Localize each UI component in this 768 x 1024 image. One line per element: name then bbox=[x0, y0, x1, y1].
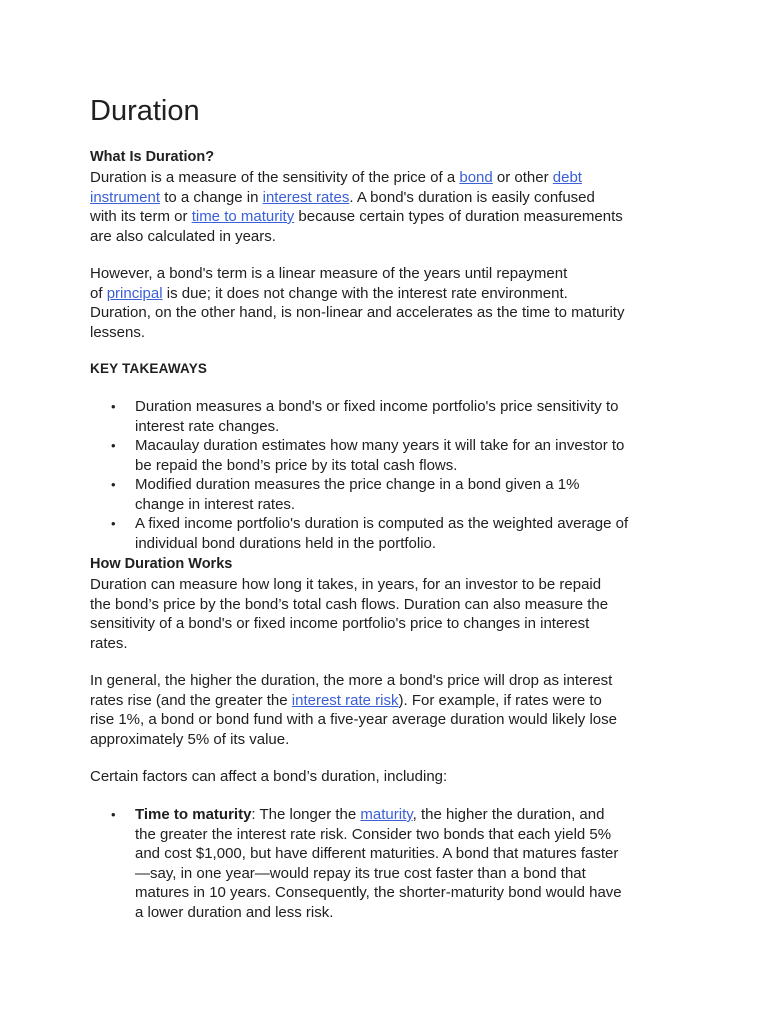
link-bond[interactable]: bond bbox=[459, 169, 493, 186]
link-debt-instrument-part1[interactable]: debt bbox=[552, 169, 582, 186]
link-time-to-maturity[interactable]: time to maturity bbox=[191, 208, 295, 225]
text-run: . A bond's duration is easily confused bbox=[349, 188, 595, 206]
text-line: —say, in one year—would repay its true cost faster than a bond that bbox=[135, 864, 586, 882]
text-line: the bond’s price by the bond’s total cash flows. Duration can also measure the bbox=[90, 595, 609, 613]
text-line: individual bond durations held in the portfolio. bbox=[135, 534, 437, 552]
paragraph-higher-duration bbox=[90, 671, 690, 749]
text-line: are also calculated in years. bbox=[90, 227, 276, 245]
text-line: • Macaulay duration estimates how many years it will take for an investor to bbox=[135, 437, 625, 454]
section-heading-how-works: How Duration Works bbox=[90, 556, 233, 572]
text-line: • Modified duration measures the price change in a bond given a 1% bbox=[135, 476, 580, 493]
key-takeaways-heading: KEY TAKEAWAYS bbox=[90, 361, 208, 376]
key-takeaways-list bbox=[90, 397, 690, 553]
text-line: the greater the interest rate risk. Consider two bonds that each yield 5% bbox=[135, 825, 612, 843]
text-line bbox=[90, 168, 690, 188]
paragraph-definition bbox=[90, 168, 690, 246]
paragraph-term-vs-duration bbox=[90, 264, 690, 342]
text-line: change in interest rates. bbox=[135, 495, 296, 513]
text-run: rates rise (and the greater the bbox=[90, 691, 292, 709]
section-heading-what-is: What Is Duration? bbox=[90, 149, 215, 165]
text-line bbox=[90, 284, 690, 304]
list-item bbox=[90, 436, 690, 475]
list-item bbox=[90, 475, 690, 514]
text-line: rates. bbox=[90, 634, 128, 652]
text-line bbox=[135, 805, 690, 825]
text-line: • Duration measures a bond's or fixed income portfolio's price sensitivity to bbox=[135, 398, 619, 415]
text-line: be repaid the bond’s price by its total cash flows. bbox=[135, 456, 458, 474]
text-line bbox=[90, 188, 690, 208]
text-line: lessens. bbox=[90, 323, 146, 341]
text-run: with its term or bbox=[90, 208, 192, 225]
link-interest-rate-risk[interactable]: interest rate risk bbox=[291, 691, 399, 709]
text-run: : The longer the bbox=[251, 806, 361, 823]
text-line: Duration, on the other hand, is non-linear and accelerates as the time to maturity bbox=[90, 304, 625, 321]
page-title: Duration bbox=[90, 95, 200, 127]
text-line: approximately 5% of its value. bbox=[90, 730, 290, 748]
text-run: , the higher the duration, and bbox=[412, 806, 605, 823]
text-line: and cost $1,000, but have different maturities. A bond that matures faster bbox=[135, 845, 619, 862]
text-line: In general, the higher the duration, the more a bond's price will drop as interest bbox=[90, 672, 613, 689]
paragraph-how-works bbox=[90, 575, 690, 653]
factor-term: Time to maturity bbox=[135, 806, 252, 823]
text-line: a lower duration and less risk. bbox=[135, 903, 334, 921]
text-run: because certain types of duration measurements bbox=[294, 208, 623, 225]
list-item-time-to-maturity bbox=[90, 805, 690, 922]
text-run: or other bbox=[492, 169, 553, 186]
link-maturity[interactable]: maturity bbox=[360, 806, 413, 823]
list-item bbox=[90, 397, 690, 436]
text-line bbox=[90, 207, 690, 227]
link-debt-instrument-part2[interactable]: instrument bbox=[90, 188, 161, 206]
paragraph-factors-intro: Certain factors can affect a bond’s duration, including: bbox=[90, 768, 448, 785]
text-line: interest rate changes. bbox=[135, 417, 280, 435]
text-line: matures in 10 years. Consequently, the shorter-maturity bond would have bbox=[135, 884, 622, 901]
text-line bbox=[90, 691, 690, 711]
link-principal[interactable]: principal bbox=[106, 284, 163, 302]
text-run: of bbox=[90, 284, 107, 302]
text-line: However, a bond's term is a linear measure of the years until repayment bbox=[90, 265, 568, 282]
text-run: is due; it does not change with the interest rate environment. bbox=[162, 284, 568, 302]
link-interest-rates[interactable]: interest rates bbox=[262, 188, 350, 206]
factors-list bbox=[90, 805, 690, 922]
text-line: rise 1%, a bond or bond fund with a five-year average duration would likely lose bbox=[90, 711, 617, 728]
text-run: Duration is a measure of the sensitivity of the price of a bbox=[90, 169, 460, 186]
text-line: • A fixed income portfolio's duration is computed as the weighted average of bbox=[135, 515, 629, 532]
text-run: ). For example, if rates were to bbox=[398, 691, 602, 709]
text-line: Duration can measure how long it takes, in years, for an investor to be repaid bbox=[90, 576, 602, 593]
text-run: to a change in bbox=[160, 188, 263, 206]
text-line: sensitivity of a bond's or fixed income portfolio's price to changes in interest bbox=[90, 615, 590, 632]
list-item bbox=[90, 514, 690, 553]
